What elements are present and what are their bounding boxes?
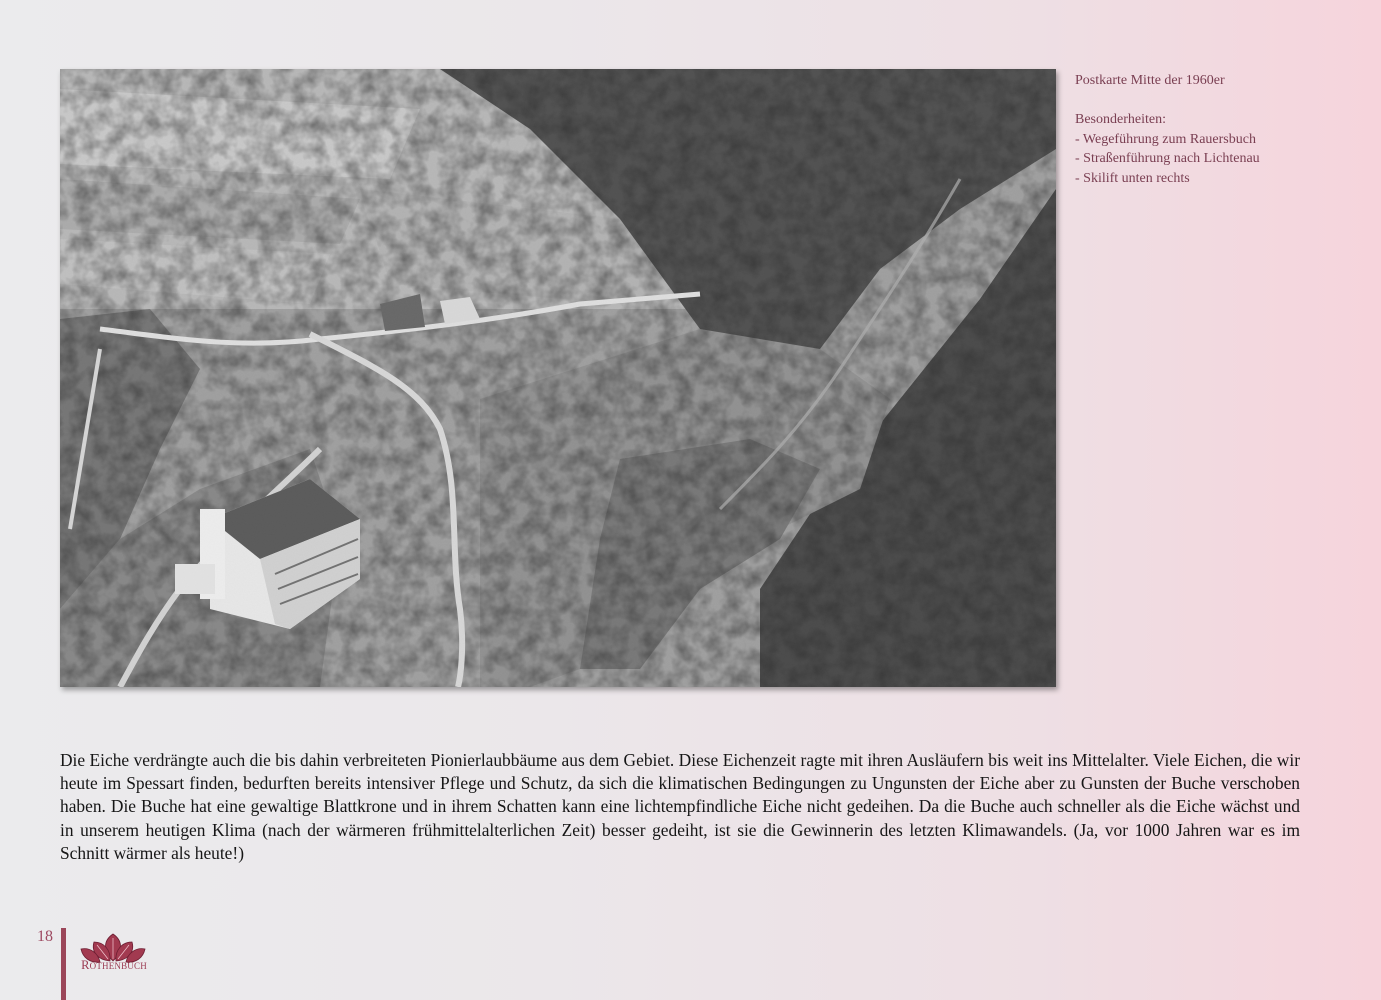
caption-title: Postkarte Mitte der 1960er: [1075, 73, 1225, 88]
aerial-valley-photo: [60, 69, 1056, 687]
photo-caption: [1075, 71, 1365, 188]
aerial-photo: [60, 69, 1056, 687]
caption-list-item: - Wegeführung zum Rauersbuch: [1075, 131, 1256, 147]
caption-list: [1075, 130, 1365, 189]
page-number: 18: [37, 928, 53, 945]
caption-list-item: - Skilift unten rechts: [1075, 170, 1190, 186]
body-paragraph: Die Eiche verdrängte auch die bis dahin verbreiteten Pionierlaubbäume aus dem Gebiet. Diese Eichenzeit ragte mit ihren Ausläufern bis weit ins Mittelalter. Viele Eichen, die wir heute im Spessart finden, bedurften bereits intensiver Pflege und Schutz, da sich die klimatischen Bedingungen zu Ungunsten der Eiche aber zu Gunsten der Buche verschoben haben. Die Buche hat eine gewaltige Blattkrone und in ihrem Schatten kann eine lichtempfindliche Eiche nicht gedeihen. Da die Buche auch schneller als die Eiche wächst und in unserem heutigen Klima (nach der wärmeren frühmittelalterlichen Zeit) besser gedeiht, ist sie die Gewinnerin des letzten Klimawandels. (Ja, vor 1000 Jahren war es im Schnitt wärmer als heute!): [60, 750, 1300, 863]
caption-heading: Besonderheiten:: [1075, 112, 1166, 127]
caption-list-item: - Straßenführung nach Lichtenau: [1075, 151, 1260, 166]
footer-divider: [61, 928, 66, 1000]
logo-wordmark: Rothenbuch: [81, 958, 147, 972]
